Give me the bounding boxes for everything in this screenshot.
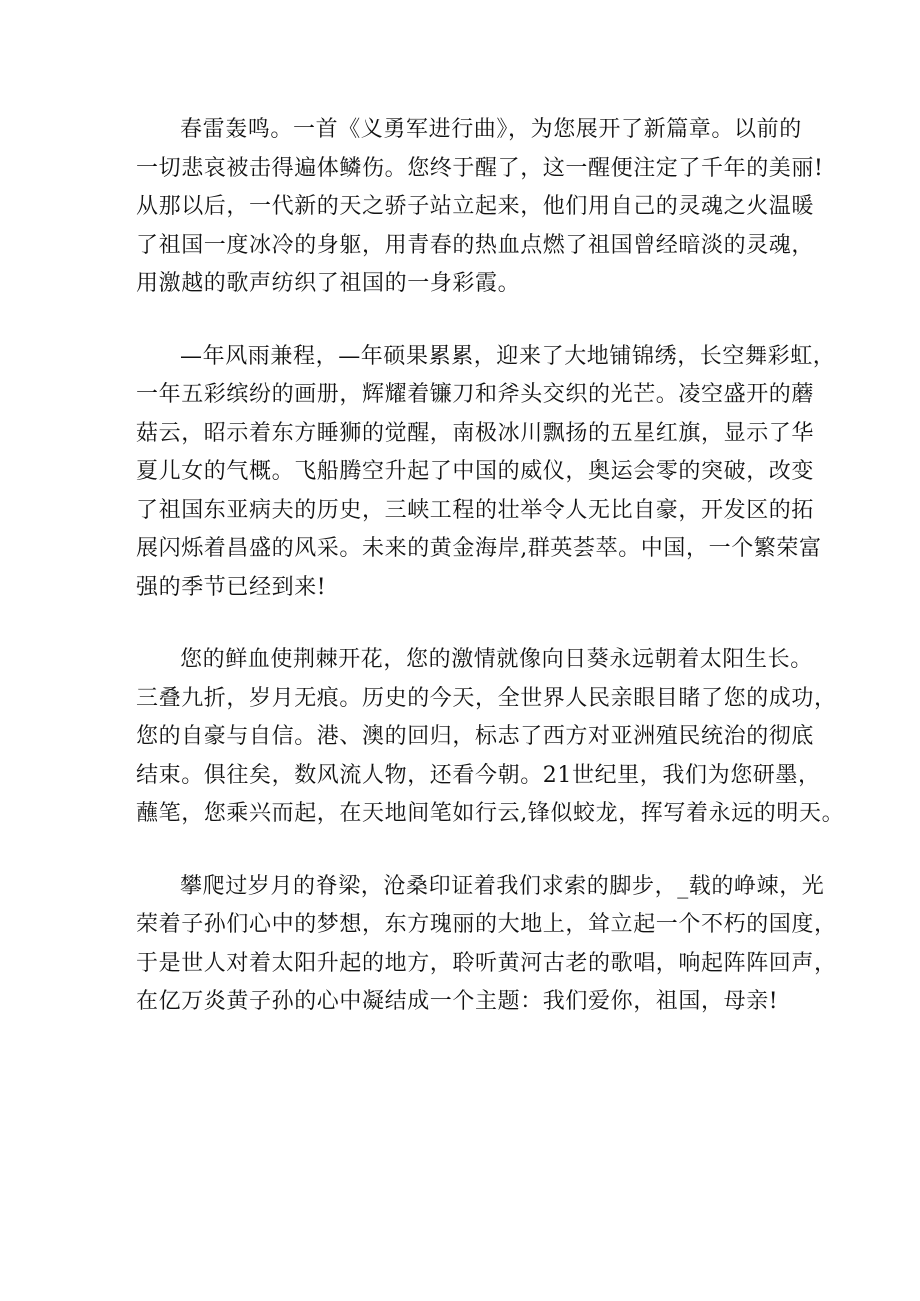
- paragraph-4: [136, 868, 837, 1022]
- text-line: 一年五彩缤纷的画册，辉耀着镰刀和斧头交织的光芒。凌空盛开的蘑: [136, 382, 815, 407]
- text-line: 荣着子孙们心中的梦想，东方瑰丽的大地上，耸立起一个不朽的国度，: [136, 912, 837, 937]
- text-line: 夏儿女的气概。飞船腾空升起了中国的威仪，奥运会零的突破，改变: [136, 459, 815, 484]
- text-line: 从那以后，一代新的天之骄子站立起来，他们用自己的灵魂之火温暖: [136, 194, 815, 219]
- text-line: 三叠九折，岁月无痕。历史的今天，全世界人民亲眼目睹了您的成功，: [136, 685, 837, 711]
- text-line: 菇云，昭示着东方睡狮的觉醒，南极冰川飘扬的五星红旗，显示了华: [136, 420, 815, 446]
- text-line: 您的鲜血使荆棘开花，您的激情就像向日葵永远朝着太阳生长。: [180, 647, 813, 672]
- text-line: 一切悲哀被击得遍体鳞伤。您终于醒了，这一醒便注定了千年的美丽!: [136, 155, 824, 181]
- text-line: 您的自豪与自信。港、澳的回归，标志了西方对亚洲殖民统治的彻底: [136, 724, 815, 749]
- text-line: 了祖国一度冰冷的身躯，用青春的热血点燃了祖国曾经暗淡的灵魂，: [136, 232, 815, 258]
- text-line: 于是世人对着太阳升起的地方，聆听黄河古老的歌唱，响起阵阵回声，: [136, 950, 837, 976]
- text-line: 蘸笔，您乘兴而起，在天地间笔如行云,锋似蛟龙，挥写着永远的明天。: [136, 801, 845, 826]
- text-line: 春雷轰鸣。一首《义勇军进行曲》，为您展开了新篇章。以前的: [180, 117, 802, 142]
- paragraph-3: [136, 641, 845, 834]
- text-line: 了祖国东亚病夫的历史，三峡工程的壮举令人无比自豪，开发区的拓: [136, 497, 815, 523]
- text-line: 展闪烁着昌盛的风采。未来的黄金海岸,群英荟萃。中国，一个繁荣富: [136, 536, 822, 561]
- paragraph-2: [136, 338, 836, 608]
- text-line: 用激越的歌声纺织了祖国的一身彩霞。: [136, 271, 521, 296]
- text-line: —年风雨兼程，—年硕果累累，迎来了大地铺锦绣，长空舞彩虹，: [180, 343, 836, 369]
- text-line: 结束。俱往矣，数风流人物，还看今朝。21世纪里，我们为您研墨，: [136, 762, 821, 788]
- text-line: 强的季节已经到来!: [136, 574, 327, 600]
- text-line: 在亿万炎黄子孙的心中凝结成一个主题：我们爱你，祖国，母亲!: [136, 989, 779, 1014]
- document-body: [136, 111, 845, 1056]
- paragraph-1: [136, 111, 824, 304]
- text-line: 攀爬过岁月的脊梁，沧桑印证着我们求索的脚步，_载的峥竦，光: [180, 873, 825, 899]
